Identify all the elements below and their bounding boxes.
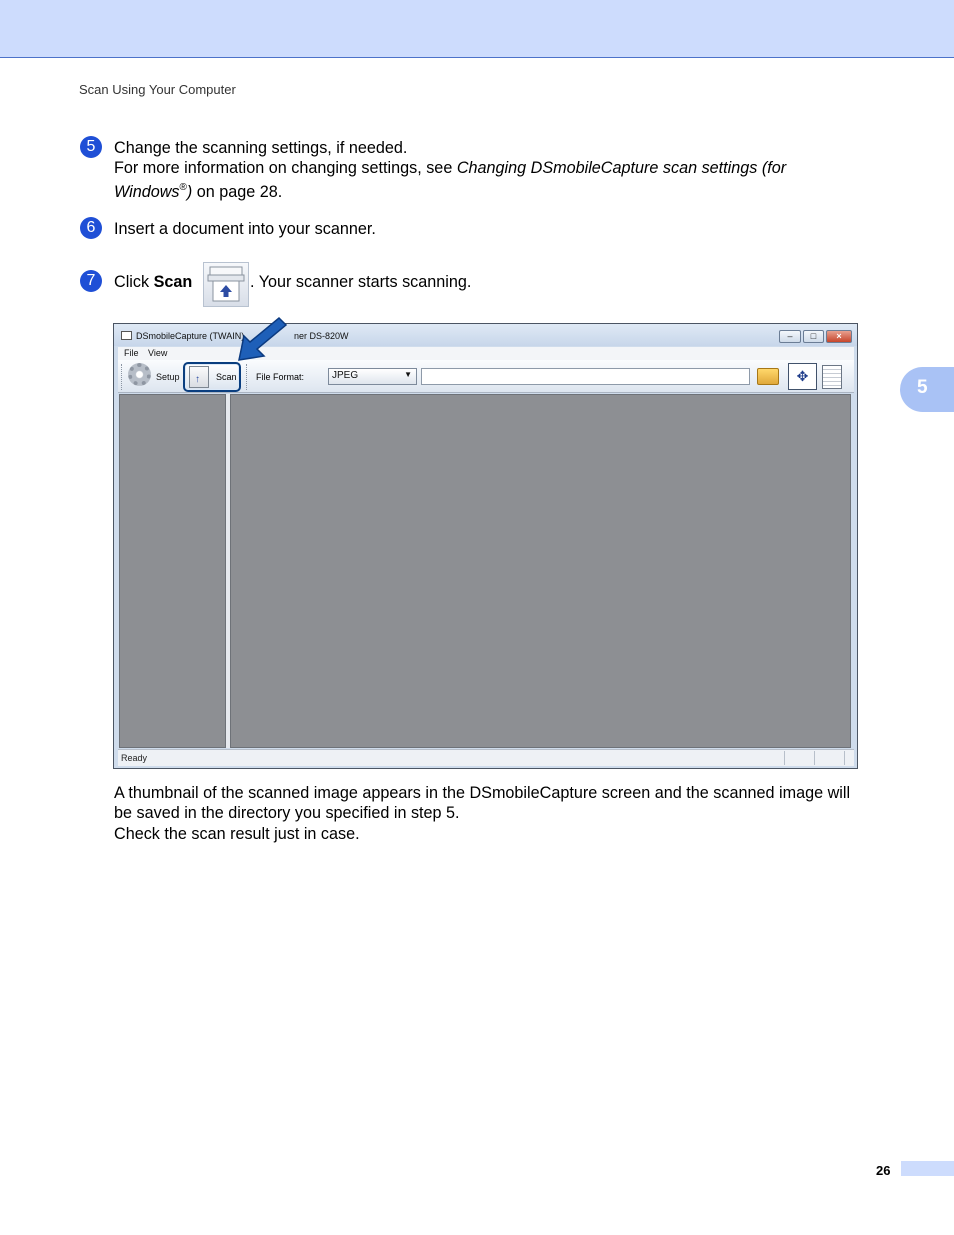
footer-bar bbox=[901, 1161, 954, 1176]
step-5-line2-prefix: For more information on changing settings, see bbox=[114, 159, 457, 177]
app-icon bbox=[121, 331, 132, 340]
scanner-icon bbox=[189, 366, 209, 388]
save-path-input[interactable] bbox=[421, 368, 750, 385]
minimize-button[interactable]: – bbox=[779, 330, 801, 343]
status-divider bbox=[814, 751, 815, 765]
app-window bbox=[113, 323, 858, 769]
gear-icon bbox=[128, 363, 151, 386]
step-7-prefix: Click bbox=[114, 273, 154, 291]
step-5-link-title[interactable]: Changing DSmobileCapture scan settings (for bbox=[456, 159, 787, 177]
step-5-line1: Change the scanning settings, if needed. bbox=[114, 139, 408, 157]
page-number: 26 bbox=[876, 1163, 891, 1178]
scan-label: Scan bbox=[216, 372, 237, 382]
step-5-link-close: ) bbox=[186, 183, 193, 201]
fit-to-window-button[interactable]: ✥ bbox=[788, 363, 817, 390]
window-titlebar[interactable] bbox=[114, 324, 857, 346]
window-title-right: ner DS-820W bbox=[294, 331, 349, 341]
result-line-1: A thumbnail of the scanned image appears in the DSmobileCapture screen and the scanned image will bbox=[114, 784, 851, 802]
step-6-badge: 6 bbox=[80, 217, 102, 239]
chapter-tab[interactable] bbox=[900, 367, 954, 412]
step-7-badge: 7 bbox=[80, 270, 102, 292]
step-5-page-ref: on page 28. bbox=[192, 183, 283, 201]
step-7-lead bbox=[114, 272, 192, 292]
toolbar bbox=[118, 360, 854, 393]
status-divider bbox=[844, 751, 845, 765]
menu-file[interactable]: File bbox=[124, 348, 139, 358]
close-button[interactable]: × bbox=[826, 330, 852, 343]
step-6-text: Insert a document into your scanner. bbox=[114, 220, 376, 238]
menu-bar bbox=[118, 347, 854, 360]
scan-icon bbox=[203, 262, 249, 307]
scan-button[interactable] bbox=[183, 362, 241, 392]
status-text: Ready bbox=[121, 753, 148, 763]
maximize-button[interactable]: □ bbox=[803, 330, 824, 343]
result-line-3: Check the scan result just in case. bbox=[114, 825, 360, 843]
step-5-line3 bbox=[114, 182, 282, 202]
step-7-suffix: . Your scanner starts scanning. bbox=[250, 273, 472, 291]
window-title: DSmobileCapture (TWAIN) bbox=[136, 331, 245, 341]
chapter-tab-number: 5 bbox=[917, 377, 928, 398]
status-bar bbox=[118, 749, 854, 766]
toolbar-grip bbox=[121, 364, 123, 390]
setup-label: Setup bbox=[156, 372, 180, 382]
header-band bbox=[0, 0, 954, 58]
toolbar-separator bbox=[246, 364, 248, 390]
step-5-badge: 5 bbox=[80, 136, 102, 158]
step-5-line2 bbox=[114, 158, 786, 178]
step-5-link-windows[interactable]: Windows bbox=[114, 183, 180, 201]
thumbnail-pane[interactable] bbox=[119, 394, 226, 748]
registered-mark: ® bbox=[179, 182, 187, 193]
folder-icon[interactable] bbox=[757, 368, 779, 385]
preview-pane[interactable] bbox=[230, 394, 851, 748]
file-format-select[interactable] bbox=[328, 368, 417, 385]
file-format-label: File Format: bbox=[256, 372, 305, 382]
menu-view[interactable]: View bbox=[148, 348, 168, 358]
status-divider bbox=[784, 751, 785, 765]
result-line-2: be saved in the directory you specified in step 5. bbox=[114, 804, 460, 822]
arrow-icon bbox=[235, 316, 290, 362]
setup-button[interactable] bbox=[128, 363, 180, 390]
file-format-value: JPEG bbox=[332, 370, 359, 381]
running-head: Scan Using Your Computer bbox=[79, 82, 236, 97]
step-7-scan-word: Scan bbox=[153, 273, 193, 291]
page-view-icon[interactable] bbox=[822, 365, 842, 389]
chevron-down-icon: ▼ bbox=[404, 370, 412, 379]
